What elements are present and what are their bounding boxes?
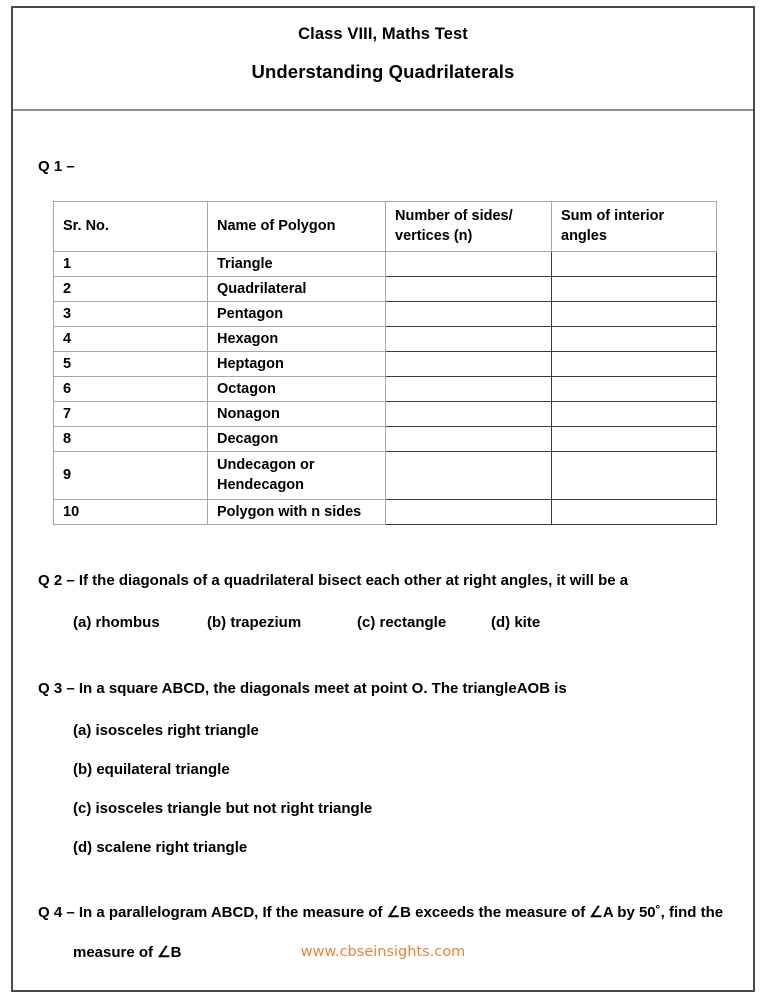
table-row [54,327,717,352]
table-row [54,500,717,525]
test-title: Class VIII, Maths Test [298,25,468,43]
cell-interior-angles[interactable] [552,327,717,352]
cell-polygon-name: Octagon [208,377,386,402]
question-4-text: Q 4 – In a parallelogram ABCD, If the measure of ∠B exceeds the measure of ∠A by 50˚, find the [38,904,724,922]
cell-interior-angles[interactable] [552,427,717,452]
cell-polygon-name: Decagon [208,427,386,452]
cell-sr-no: 6 [54,377,208,402]
footer-website-url[interactable]: www.cbseinsights.com [300,944,466,960]
question-3-options [73,722,739,856]
cell-interior-angles[interactable] [552,377,717,402]
cell-sr-no: 9 [54,452,208,500]
option-c[interactable]: (c) rectangle [357,613,447,631]
cell-sides[interactable] [386,252,552,277]
table-row [54,377,717,402]
cell-polygon-name: Pentagon [208,302,386,327]
cell-interior-angles[interactable] [552,500,717,525]
cell-sr-no: 7 [54,402,208,427]
cell-sides[interactable] [386,277,552,302]
cell-interior-angles[interactable] [552,452,717,500]
table-row [54,452,717,500]
cell-interior-angles[interactable] [552,352,717,377]
table-row [54,277,717,302]
question-1-label: Q 1 – [38,158,75,175]
question-4-text-continued: measure of ∠B [73,943,182,961]
worksheet-page [11,6,755,992]
column-header-sr-no: Sr. No. [54,202,208,252]
cell-sr-no: 2 [54,277,208,302]
cell-interior-angles[interactable] [552,252,717,277]
question-3-text: Q 3 – In a square ABCD, the diagonals meet at point O. The triangleAOB is [38,679,567,697]
option-b[interactable]: (b) equilateral triangle [73,761,230,779]
cell-sides[interactable] [386,500,552,525]
cell-sides[interactable] [386,377,552,402]
cell-interior-angles[interactable] [552,402,717,427]
cell-interior-angles[interactable] [552,277,717,302]
table-row [54,352,717,377]
cell-polygon-name: Nonagon [208,402,386,427]
table-row [54,302,717,327]
cell-sides[interactable] [386,402,552,427]
question-2 [38,570,739,631]
table-header-row [54,202,717,252]
cell-sides[interactable] [386,327,552,352]
cell-sr-no: 1 [54,252,208,277]
polygon-table [53,201,717,525]
question-3 [38,678,739,857]
option-c[interactable]: (c) isosceles triangle but not right triangle [73,800,373,818]
table-row [54,252,717,277]
option-a[interactable]: (a) rhombus [73,613,160,631]
cell-polygon-name: Polygon with n sides [208,500,386,525]
cell-polygon-name: Hexagon [208,327,386,352]
cell-sides[interactable] [386,452,552,500]
cell-sr-no: 4 [54,327,208,352]
option-a[interactable]: (a) isosceles right triangle [73,722,259,740]
cell-polygon-name: Quadrilateral [208,277,386,302]
table-row [54,427,717,452]
question-2-options [73,614,739,631]
question-2-text: Q 2 – If the diagonals of a quadrilateral bisect each other at right angles, it will be a [38,572,629,590]
column-header-sides: Number of sides/ vertices (n) [386,202,552,252]
cell-polygon-name: Heptagon [208,352,386,377]
option-d[interactable]: (d) scalene right triangle [73,839,248,857]
cell-sr-no: 5 [54,352,208,377]
column-header-polygon-name: Name of Polygon [208,202,386,252]
document-body [13,158,753,961]
option-b[interactable]: (b) trapezium [207,613,302,631]
document-header [13,8,753,111]
cell-polygon-name: Undecagon or Hendecagon [208,452,386,500]
cell-sr-no: 8 [54,427,208,452]
column-header-interior-angles: Sum of interior angles [552,202,717,252]
cell-interior-angles[interactable] [552,302,717,327]
cell-sr-no: 3 [54,302,208,327]
cell-sides[interactable] [386,352,552,377]
chapter-title: Understanding Quadrilaterals [251,61,515,82]
option-d[interactable]: (d) kite [491,613,541,631]
cell-sides[interactable] [386,302,552,327]
cell-sides[interactable] [386,427,552,452]
table-row [54,402,717,427]
cell-sr-no: 10 [54,500,208,525]
cell-polygon-name: Triangle [208,252,386,277]
